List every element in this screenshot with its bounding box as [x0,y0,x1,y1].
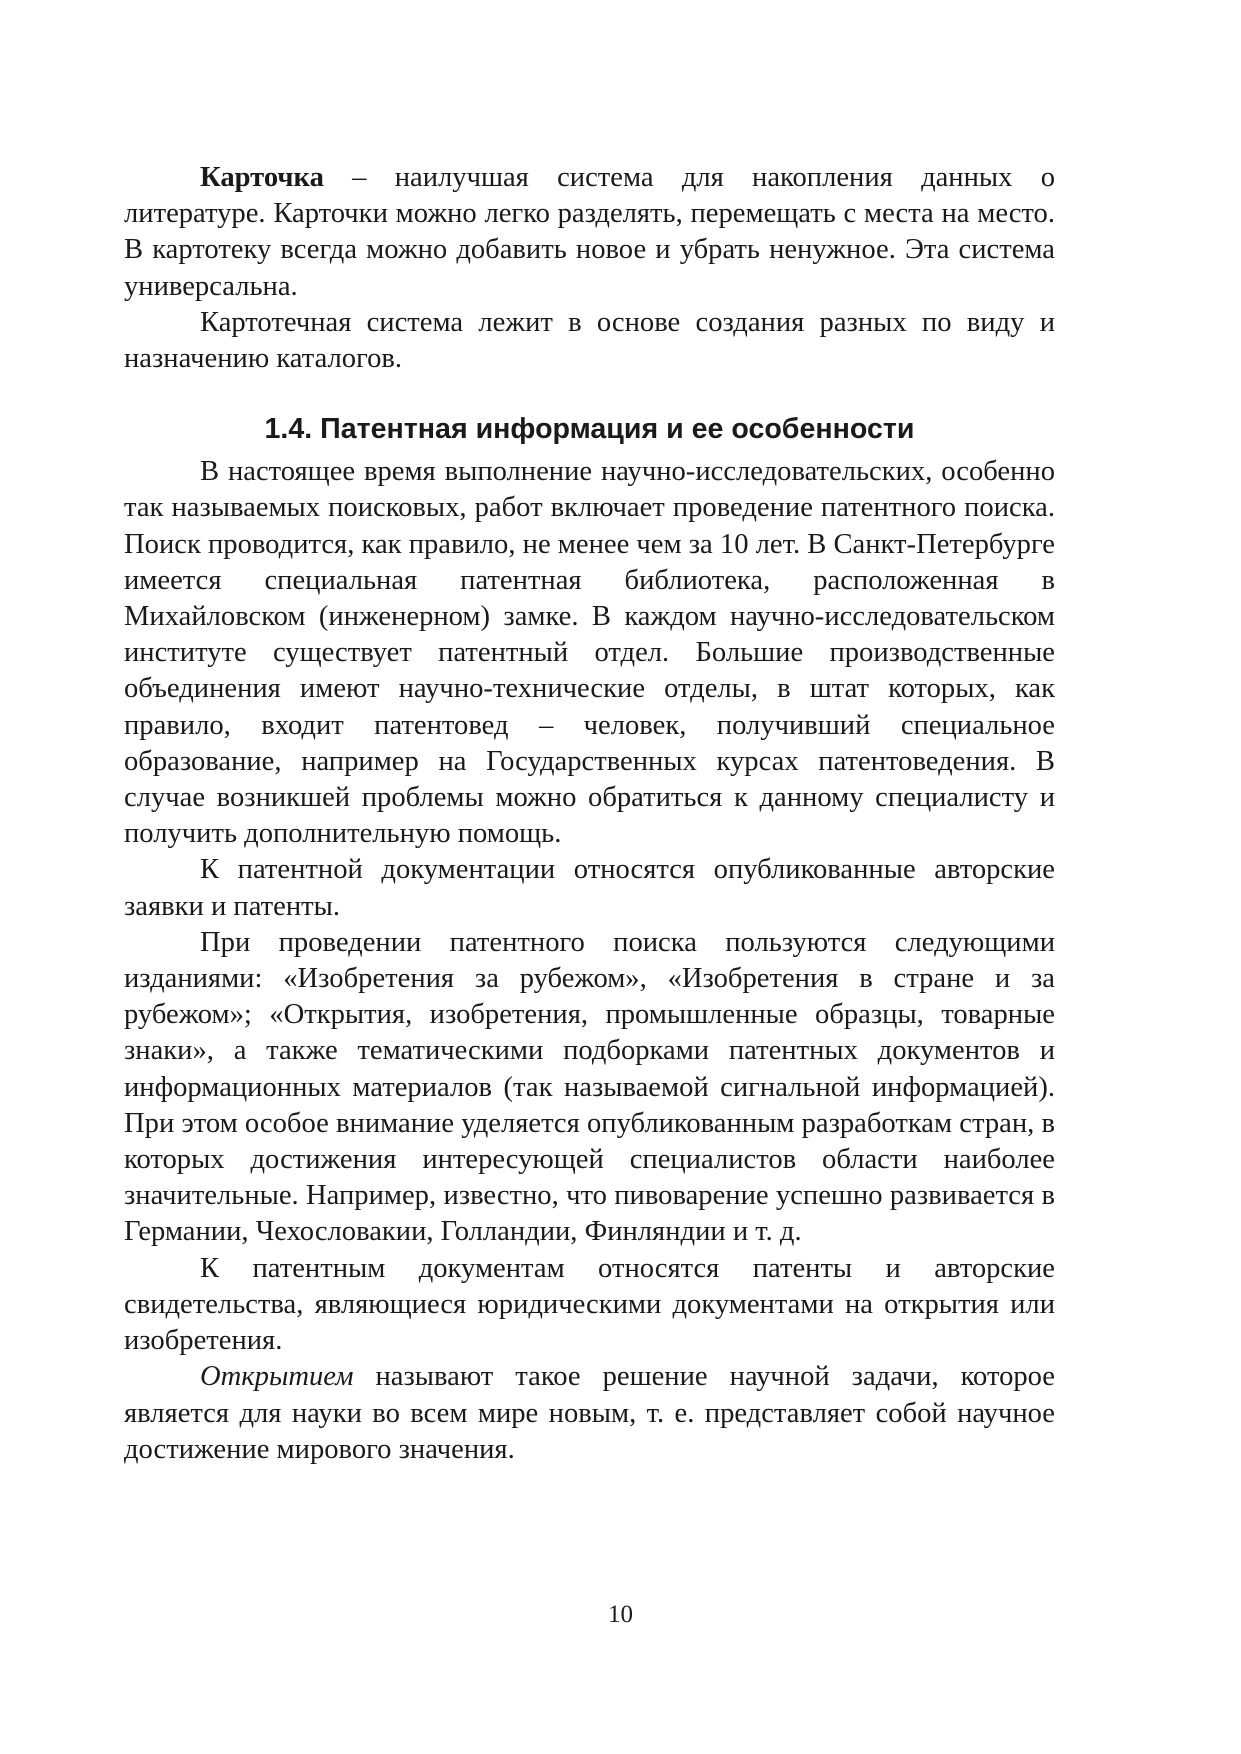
term-discovery: Открытием [200,1361,354,1393]
paragraph-discovery-text: называют такое решение научной задачи, которое является для науки во всем мире новым, т. е. представляет собой научное достижение мирового значения. [124,1361,1055,1465]
term-kartochka: Карточка [200,162,324,193]
paragraph-kartochka [124,160,1055,305]
paragraph-kartotechnaya: Картотечная система лежит в основе создания разных по виду и назначению каталогов. [124,306,1055,375]
section-heading: 1.4. Патентная информация и ее особенности [264,413,915,446]
paragraph-patent-documentation: К патентной документации относятся опубликованные авторские заявки и патенты. [124,854,1055,922]
paragraph-publications: При проведении патентного поиска пользуются следующими изданиями: «Изобретения за рубежом», «Изобретения в стране и за рубежом»; «Открытия, изобретения, промышленные образцы, товарные знаки», а также тематическими подборками патентных документов и информационных материалов (так называемой сигнальной информацией). При этом особое внимание уделяется опубликованным разработкам стран, в которых достижения интересующей специалистов области наиболее значительные. Например, известно, что пивоварение успешно развивается в Германии, Чехословакии, Голландии, Финляндии и т. д. [124,926,1055,1248]
paragraph-patent-search: В настоящее время выполнение научно-исследовательских, особенно так называемых поисковых, работ включает проведение патентного поиска. Поиск проводится, как правило, не менее чем за 10 лет. В Санкт-Петербурге имеется специальная патентная библиотека, расположенная в Михайловском (инженерном) замке. В каждом научно-исследовательском институте существует патентный отдел. Большие производственные объединения имеют научно-технические отделы, в штат которых, как правило, входит патентовед – человек, получивший специальное образование, например на Государственных курсах патентоведения. В случае возникшей проблемы можно обратиться к данному специалисту и получить дополнительную помощь. [124,456,1055,850]
page-body [124,160,1055,1468]
paragraph-discovery [124,1359,1055,1468]
page-number: 10 [608,1601,633,1628]
paragraph-patent-documents: К патентным документам относятся патенты и авторские свидетельства, являющиеся юридическими документами на открытия или изобретения. [124,1252,1055,1357]
paragraph-kartochka-text: – наилучшая система для накопления данных о литературе. Карточки можно легко разделять, перемещать с места на место. В картотеку всегда можно добавить новое и убрать ненужное. Эта система универсальна. [124,162,1055,302]
